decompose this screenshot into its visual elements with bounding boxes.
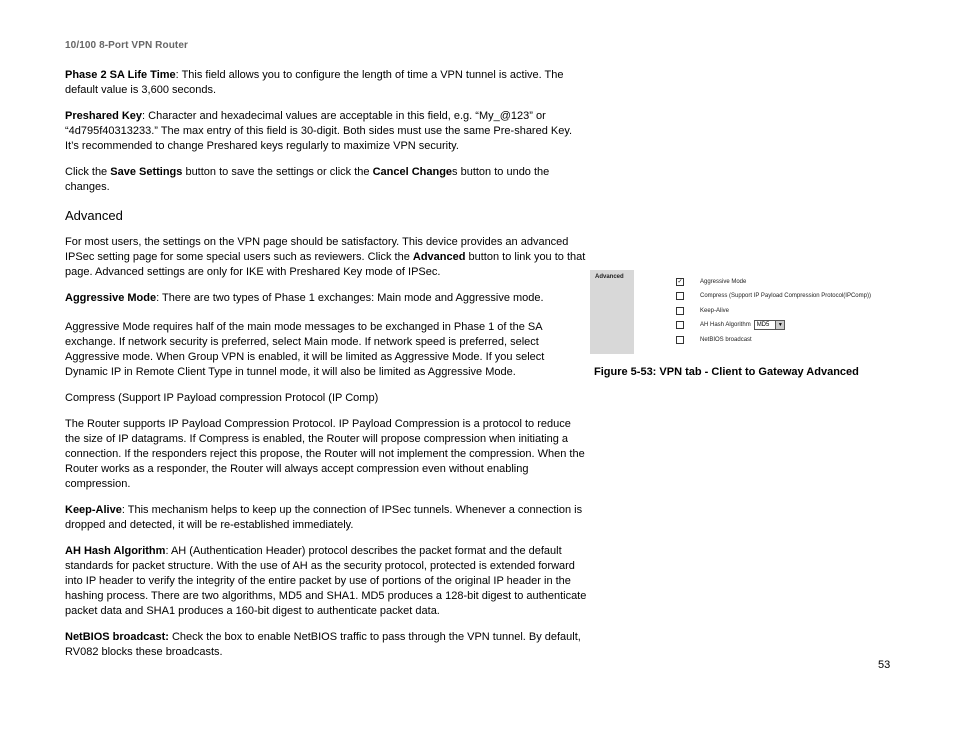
text: : This field allows you to configure the length of time a VPN tunnel is active. The default value is 3,600 seconds.: [65, 69, 564, 96]
text: button to link you to that page. Advanced settings are only for IKE with Preshared Key mode of IPSec.: [65, 251, 586, 278]
select-value: MD5: [756, 322, 770, 328]
term: Keep-Alive: [65, 504, 122, 516]
text: For most users, the settings on the VPN page should be satisfactory. This device provides an advanced IPSec setting page for some special users such as reviewers. Click the: [65, 236, 569, 263]
text: Click the: [65, 166, 111, 178]
paragraph-ah-hash: [65, 544, 587, 619]
checkbox-ah-hash[interactable]: [676, 321, 684, 329]
text: button to save the settings or click the: [182, 166, 373, 178]
option-compress: [676, 291, 871, 301]
checkbox-aggressive-mode[interactable]: ✓: [677, 279, 683, 285]
option-aggressive-mode: [676, 277, 746, 287]
option-label: Compress (Support IP Payload Compression Protocol(IPComp)): [700, 293, 871, 299]
paragraph-netbios: [65, 630, 587, 660]
term: AH Hash Algorithm: [65, 545, 166, 557]
text: : Character and hexadecimal values are acceptable in this field, e.g. “My_@123” or “4d795f40313233.” The max entry of this field is 30-digit. Both sides must use the same Pre-shared Key. It’s recommended to change Preshared keys regularly to maximize VPN security.: [65, 110, 573, 152]
checkbox-netbios[interactable]: [676, 336, 684, 344]
text: : AH (Authentication Header) protocol describes the packet format and the default standards for packet structure. With the use of AH as the security protocol, protected is extended forward into IP header to verify the integrity of the entire packet by use of portions of the original IP header in the hashing process. There are two algorithms, MD5 and SHA1. MD5 produces a 128-bit digest to authenticate packet data and SHA1 produces a 160-bit digest to authenticate packet data.: [65, 545, 587, 617]
figure-caption: Figure 5-53: VPN tab - Client to Gateway Advanced: [594, 366, 859, 378]
text: : This mechanism helps to keep up the connection of IPSec tunnels. Whenever a connection is dropped and detected, it will be re-established immediately.: [65, 504, 583, 531]
text: : There are two types of Phase 1 exchanges: Main mode and Aggressive mode.: [156, 292, 544, 304]
running-header: 10/100 8-Port VPN Router: [65, 40, 188, 51]
panel-label: Advanced: [595, 274, 624, 280]
paragraph-phase2-sa-life-time: [65, 68, 587, 98]
option-netbios: [676, 335, 752, 345]
paragraph-advanced-intro: [65, 235, 587, 280]
term: Preshared Key: [65, 110, 143, 122]
body-text: [65, 68, 587, 671]
option-ah-hash: [676, 320, 785, 330]
figure-side-panel: [590, 270, 634, 354]
paragraph-compress: Compress (Support IP Payload compression Protocol (IP Comp): [65, 392, 379, 404]
term: Save Settings: [110, 166, 183, 178]
term: Advanced: [412, 251, 466, 263]
term: Aggressive Mode: [65, 292, 157, 304]
option-label: Keep-Alive: [700, 308, 730, 314]
term: Cancel Change: [372, 166, 453, 178]
figure-screenshot: [590, 270, 890, 355]
text: s button to undo the changes.: [65, 166, 550, 193]
term: NetBIOS broadcast:: [65, 631, 169, 643]
option-keep-alive: [676, 306, 729, 316]
paragraph-save-settings: [65, 165, 587, 195]
text: Check the box to enable NetBIOS traffic to pass through the VPN tunnel. By default, RV082 blocks these broadcasts.: [65, 631, 581, 658]
paragraph-aggressive-mode-detail: Aggressive Mode requires half of the main mode messages to be exchanged in Phase 1 of the SA exchange. If network security is preferred, select Main mode. If network speed is preferred, select Aggressive mode. When Group VPN is enabled, it will be limited as Aggressive Mode. If you select Dynamic IP in Remote Client Type in tunnel mode, it will also be limited as Aggressive Mode.: [65, 321, 545, 378]
page-number: 53: [878, 659, 891, 671]
ah-hash-select[interactable]: [754, 320, 786, 330]
paragraph-keep-alive: [65, 503, 587, 533]
option-label: AH Hash Algorithm: [700, 322, 751, 328]
section-heading: Advanced: [65, 208, 123, 223]
term: Phase 2 SA Life Time: [65, 69, 176, 81]
paragraph-compress-detail: The Router supports IP Payload Compression Protocol. IP Payload Compression is a protocol to reduce the size of IP datagrams. If Compress is enabled, the Router will propose compression when initiating a connection. If the responders reject this propose, the Router will not implement the compression. When the Router works as a responder, the Router will always accept compression even without enabling compression.: [65, 418, 585, 490]
checkbox-keep-alive[interactable]: [676, 307, 684, 315]
chevron-down-icon: ▼: [775, 321, 784, 329]
checkbox-compress[interactable]: [676, 292, 684, 300]
paragraph-aggressive-mode: [65, 291, 587, 306]
option-label: Aggressive Mode: [700, 279, 747, 285]
paragraph-preshared-key: [65, 109, 587, 154]
option-label: NetBIOS broadcast: [700, 337, 752, 343]
